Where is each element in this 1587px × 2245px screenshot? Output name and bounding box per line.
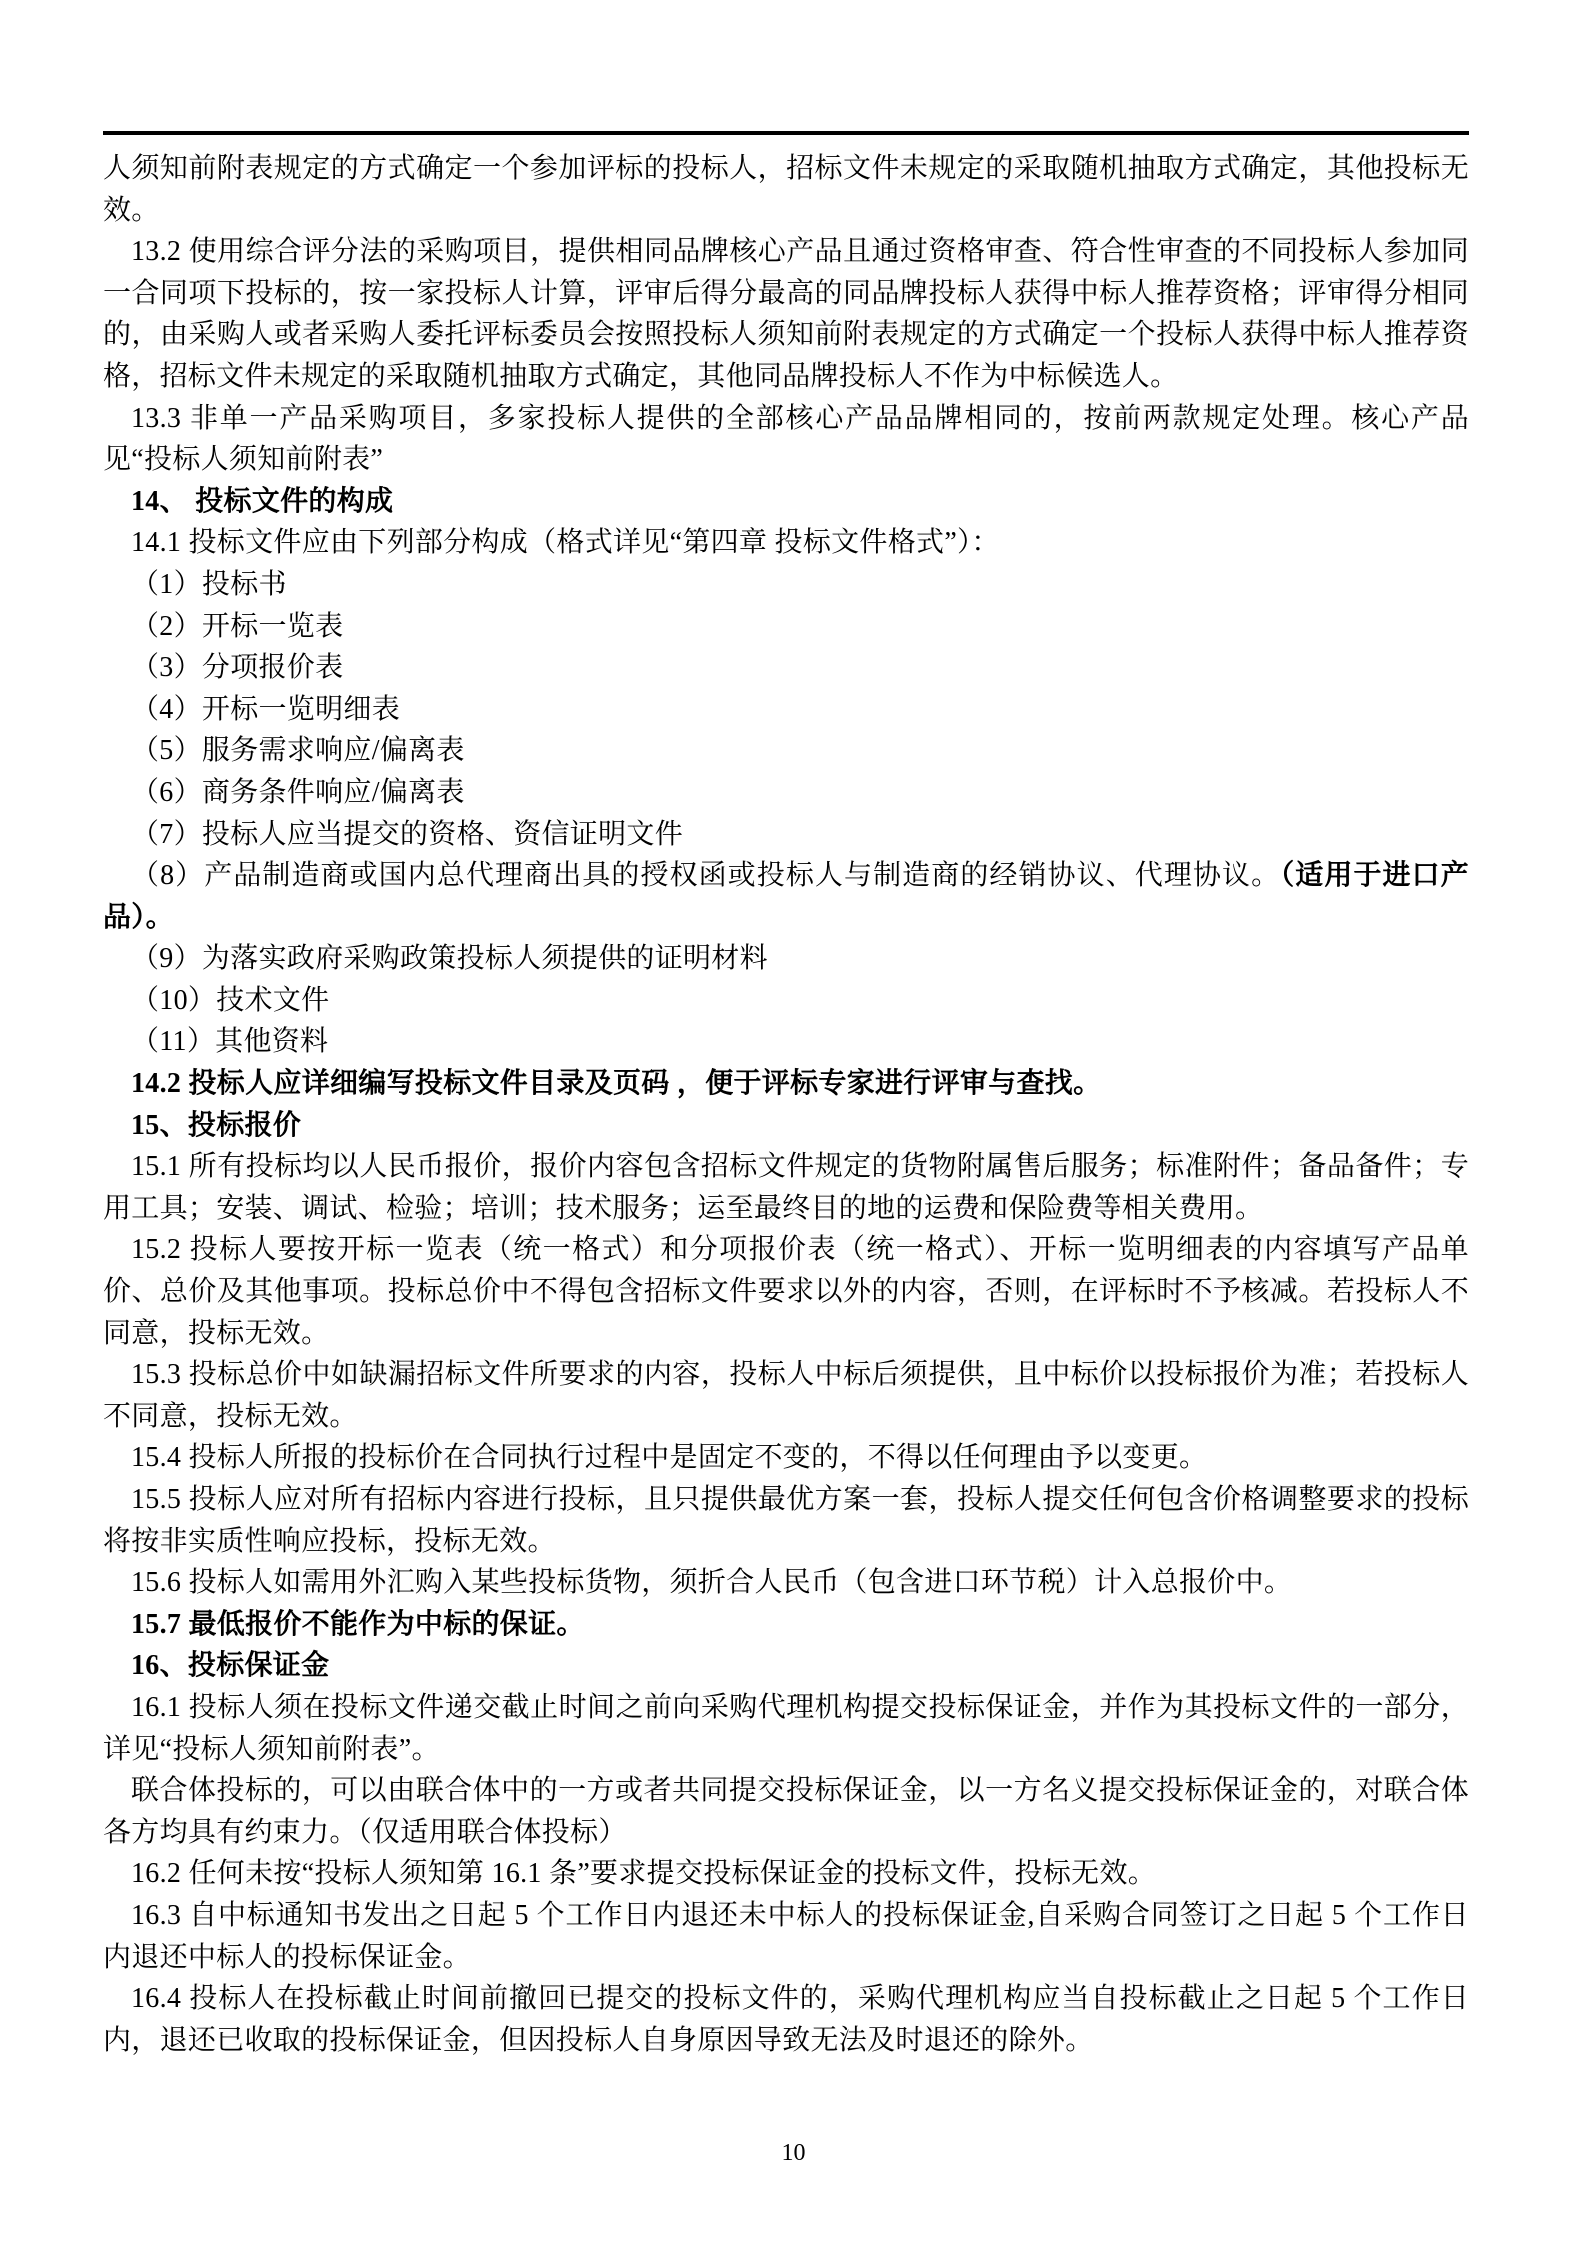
text-run: 15.1 所有投标均以人民币报价，报价内容包含招标文件规定的货物附属售后服务；标准附件；备品备件；专用工具；安装、调试、检验；培训；技术服务；运至最终目的地的运费和保险费等相关费用。: [103, 1151, 1469, 1224]
paragraph: [103, 481, 1469, 523]
text-run: （7）投标人应当提交的资格、资信证明文件: [131, 818, 684, 850]
text-run: 联合体投标的，可以由联合体中的一方或者共同提交投标保证金，以一方名义提交投标保证金的，对联合体各方均具有约束力。（仅适用联合体投标）: [103, 1775, 1469, 1848]
text-run: 14.1 投标文件应由下列部分构成（格式详见“第四章 投标文件格式”）：: [131, 527, 1000, 559]
paragraph: [103, 1479, 1469, 1562]
text-run: （10）技术文件: [131, 984, 330, 1016]
paragraph: [103, 1105, 1469, 1147]
paragraph: [103, 730, 1469, 772]
text-run: 16.3 自中标通知书发出之日起 5 个工作日内退还未中标人的投标保证金,自采购合同签订之日起 5 个工作日内退还中标人的投标保证金。: [103, 1899, 1469, 1973]
text-run: （9）为落实政府采购政策投标人须提供的证明材料: [131, 943, 768, 975]
text-run: 16、投标保证金: [131, 1650, 330, 1682]
text-run: 16.2 任何未按“投标人须知第 16.1 条”要求提交投标保证金的投标文件，投标无效。: [131, 1858, 1157, 1890]
paragraph: [103, 1645, 1469, 1687]
text-run: 15.6 投标人如需用外汇购入某些投标货物，须折合人民币（包含进口环节税）计入总报价中。: [131, 1567, 1293, 1599]
paragraph: [103, 1146, 1469, 1229]
text-run: （11）其他资料: [131, 1026, 329, 1058]
text-run: （8）产品制造商或国内总代理商出具的授权函或投标人与制造商的经销协议、代理协议。: [131, 860, 1281, 892]
paragraph: [103, 1978, 1469, 2061]
paragraph: [103, 1437, 1469, 1479]
document-body: [103, 148, 1469, 2061]
text-run: （适用于进口产品）。: [103, 860, 1469, 933]
paragraph: [103, 1604, 1469, 1646]
header-rule: [103, 131, 1469, 135]
paragraph: [103, 1562, 1469, 1604]
paragraph: [103, 772, 1469, 814]
paragraph: [103, 814, 1469, 856]
paragraph: [103, 1354, 1469, 1437]
text-run: （1）投标书: [131, 568, 287, 600]
text-run: 14、 投标文件的构成: [131, 485, 394, 517]
text-run: 人须知前附表规定的方式确定一个参加评标的投标人，招标文件未规定的采取随机抽取方式确定，其他投标无效。: [103, 153, 1469, 226]
paragraph: [103, 689, 1469, 731]
page-number: 10: [781, 2140, 806, 2166]
text-run: 16.4 投标人在投标截止时间前撤回已提交的投标文件的，采购代理机构应当自投标截止之日起 5 个工作日内，退还已收取的投标保证金，但因投标人自身原因导致无法及时退还的除外。: [103, 1983, 1469, 2056]
text-run: （4）开标一览明细表: [131, 693, 401, 725]
text-run: 13.3 非单一产品采购项目，多家投标人提供的全部核心产品品牌相同的，按前两款规定处理。核心产品见“投标人须知前附表”: [103, 402, 1469, 476]
paragraph: [103, 1229, 1469, 1354]
paragraph: [103, 398, 1469, 481]
text-run: 15、投标报价: [131, 1109, 302, 1141]
text-run: 14.2 投标人应详细编写投标文件目录及页码 ，便于评标专家进行评审与查找。: [131, 1068, 1102, 1100]
text-run: 13.2 使用综合评分法的采购项目，提供相同品牌核心产品且通过资格审查、符合性审查的不同投标人参加同一合同项下投标的，按一家投标人计算，评审后得分最高的同品牌投标人获得中标人推荐资格；评审得分相同的，由采购人或者采购人委托评标委员会按照投标人须知前附表规定的方式确定一个投标人获得中标人推荐资格，招标文件未规定的采取随机抽取方式确定，其他同品牌投标人不作为中标候选人。: [103, 236, 1469, 392]
text-run: 15.5 投标人应对所有招标内容进行投标，且只提供最优方案一套，投标人提交任何包含价格调整要求的投标将按非实质性响应投标，投标无效。: [103, 1484, 1469, 1557]
text-run: 15.3 投标总价中如缺漏招标文件所要求的内容，投标人中标后须提供，且中标价以投标报价为准；若投标人不同意，投标无效。: [103, 1359, 1469, 1432]
paragraph: [103, 1853, 1469, 1895]
paragraph: [103, 564, 1469, 606]
text-run: （3）分项报价表: [131, 652, 344, 684]
paragraph: [103, 855, 1469, 938]
paragraph: [103, 1770, 1469, 1853]
paragraph: [103, 1063, 1469, 1105]
paragraph: [103, 647, 1469, 689]
text-run: （5）服务需求响应/偏离表: [131, 735, 465, 767]
text-run: 15.2 投标人要按开标一览表（统一格式）和分项报价表（统一格式）、开标一览明细表的内容填写产品单价、总价及其他事项。投标总价中不得包含招标文件要求以外的内容，否则，在评标时不予核减。若投标人不同意，投标无效。: [103, 1234, 1469, 1349]
text-run: （2）开标一览表: [131, 610, 344, 642]
paragraph: [103, 606, 1469, 648]
paragraph: [103, 1895, 1469, 1978]
page-footer: [0, 2140, 1587, 2167]
paragraph: [103, 231, 1469, 397]
paragraph: [103, 938, 1469, 980]
text-run: 15.7 最低报价不能作为中标的保证。: [131, 1608, 585, 1640]
text-run: （6）商务条件响应/偏离表: [131, 776, 465, 808]
text-run: 16.1 投标人须在投标文件递交截止时间之前向采购代理机构提交投标保证金，并作为其投标文件的一部分，详见“投标人须知前附表”。: [103, 1691, 1469, 1765]
paragraph: [103, 1021, 1469, 1063]
paragraph: [103, 980, 1469, 1022]
paragraph: [103, 1687, 1469, 1770]
paragraph: [103, 522, 1469, 564]
paragraph: [103, 148, 1469, 231]
text-run: 15.4 投标人所报的投标价在合同执行过程中是固定不变的，不得以任何理由予以变更。: [131, 1442, 1208, 1474]
